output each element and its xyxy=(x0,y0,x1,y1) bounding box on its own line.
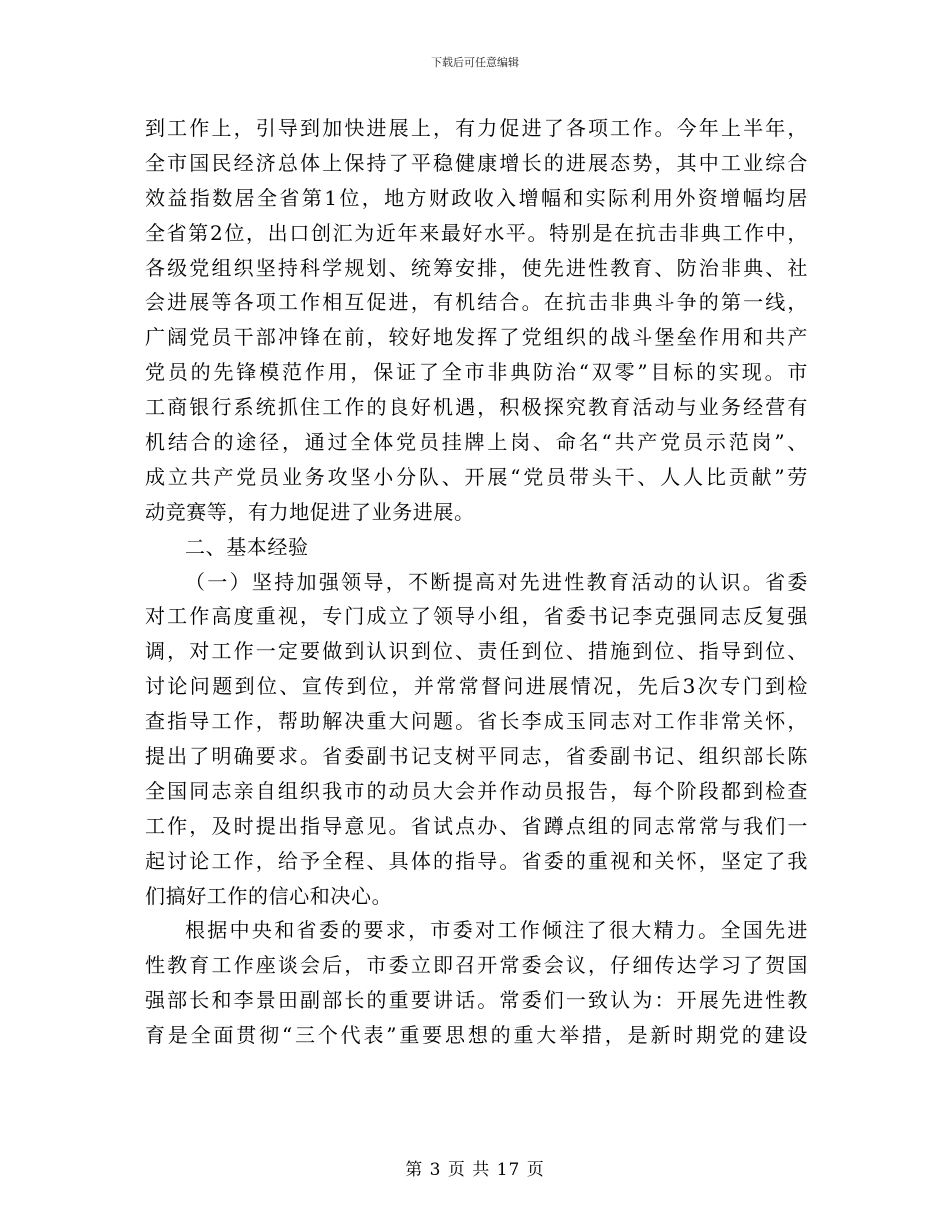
text-line: 对工作高度重视，专门成立了领导小组，省委书记李克强同志反复强 xyxy=(145,604,808,629)
text-line: 工商银行系统抓住工作的良好机遇，积极探究教育活动与业务经营有 xyxy=(145,395,808,420)
text-line: 成立共产党员业务攻坚小分队、开展“党员带头干、人人比贡献”劳 xyxy=(145,464,808,489)
text-line: 效益指数居全省第1位，地方财政收入增幅和实际利用外资增幅均居 xyxy=(145,185,808,210)
text-line: 动竞赛等，有力地促进了业务进展。 xyxy=(145,499,475,524)
text-line: 根据中央和省委的要求，市委对工作倾注了很大精力。全国先进 xyxy=(185,918,808,943)
text-line: （一）坚持加强领导，不断提高对先进性教育活动的认识。省委 xyxy=(185,569,808,594)
text-line: 广阔党员干部冲锋在前，较好地发挥了党组织的战斗堡垒作用和共产 xyxy=(145,325,808,350)
page-header: 下载后可任意编辑 xyxy=(431,56,519,69)
text-line: 二、基本经验 xyxy=(185,534,309,559)
page-footer: 第 3 页 共 17 页 xyxy=(405,1160,545,1180)
text-line: 全国同志亲自组织我市的动员大会并作动员报告，每个阶段都到检查 xyxy=(145,778,808,803)
text-line: 会进展等各项工作相互促进，有机结合。在抗击非典斗争的第一线， xyxy=(145,290,808,315)
text-line: 党员的先锋模范作用，保证了全市非典防治“双零”目标的实现。市 xyxy=(145,360,808,385)
text-line: 育是全面贯彻“三个代表”重要思想的重大举措，是新时期党的建设 xyxy=(145,1023,808,1048)
text-line: 起讨论工作，给予全程、具体的指导。省委的重视和关怀，坚定了我 xyxy=(145,848,808,873)
text-line: 提出了明确要求。省委副书记支树平同志，省委副书记、组织部长陈 xyxy=(145,744,808,769)
text-line: 工作，及时提出指导意见。省试点办、省蹲点组的同志常常与我们一 xyxy=(145,813,808,838)
text-line: 各级党组织坚持科学规划、统筹安排，使先进性教育、防治非典、社 xyxy=(145,255,808,280)
text-line: 们搞好工作的信心和决心。 xyxy=(145,883,393,908)
text-line: 机结合的途径，通过全体党员挂牌上岗、命名“共产党员示范岗”、 xyxy=(145,430,808,455)
text-line: 查指导工作，帮助解决重大问题。省长李成玉同志对工作非常关怀， xyxy=(145,709,808,734)
text-line: 全省第2位，出口创汇为近年来最好水平。特别是在抗击非典工作中， xyxy=(145,220,808,245)
text-line: 强部长和李景田副部长的重要讲话。常委们一致认为：开展先进性教 xyxy=(145,988,808,1013)
document-body xyxy=(145,111,808,1053)
text-line: 讨论问题到位、宣传到位，并常常督问进展情况，先后3次专门到检 xyxy=(145,674,808,699)
text-line: 调，对工作一定要做到认识到位、责任到位、措施到位、指导到位、 xyxy=(145,639,808,664)
text-line: 性教育工作座谈会后，市委立即召开常委会议，仔细传达学习了贺国 xyxy=(145,953,808,978)
text-line: 到工作上，引导到加快进展上，有力促进了各项工作。今年上半年， xyxy=(145,116,808,140)
text-line: 全市国民经济总体上保持了平稳健康增长的进展态势，其中工业综合 xyxy=(145,150,808,175)
